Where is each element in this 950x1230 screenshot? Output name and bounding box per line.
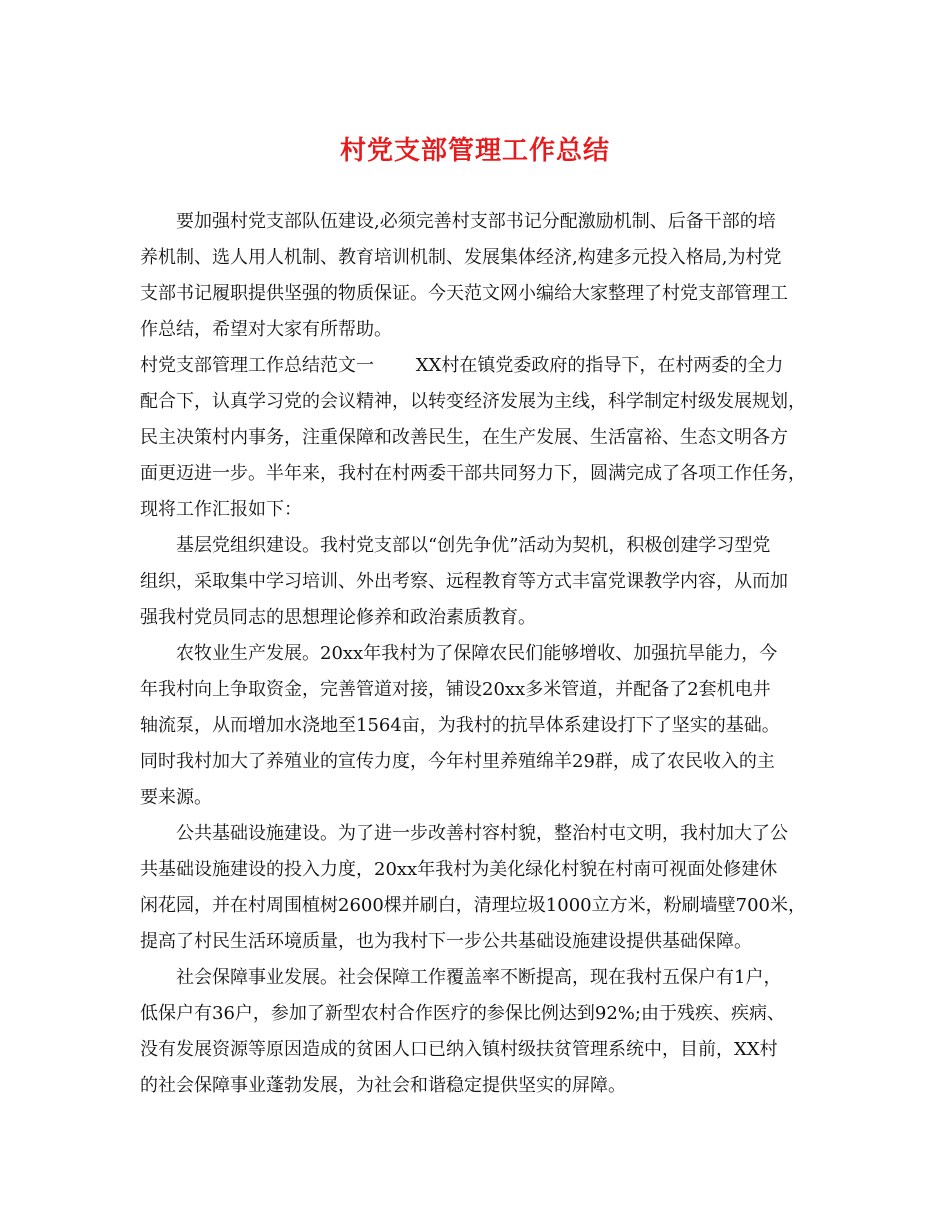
body-line: 组织，采取集中学习培训、外出考察、远程教育等方式丰富党课教学内容，从而加 (140, 571, 788, 592)
body-line: 面更迈进一步。半年来，我村在村两委干部共同努力下，圆满完成了各项工作任务， (140, 463, 806, 484)
body-line: 要来源。 (140, 787, 212, 808)
body-line: 公共基础设施建设。为了进一步改善村容村貌，整治村屯文明，我村加大了公 (176, 823, 788, 844)
body-line: 闲花园，并在村周围植树2600棵并刷白，清理垃圾1000立方米，粉刷墙壁700米， (140, 895, 806, 916)
body-line: 村党支部管理工作总结范文一 XX村在镇党委政府的指导下，在村两委的全力 (140, 355, 784, 376)
body-line: 提高了村民生活环境质量，也为我村下一步公共基础设施建设提供基础保障。 (140, 931, 752, 952)
body-line: 没有发展资源等原因造成的贫困人口已纳入镇村级扶贫管理系统中，目前，XX村 (140, 1039, 778, 1060)
body-line: 年我村向上争取资金，完善管道对接，铺设20xx多米管道，并配备了2套机电井 (140, 679, 771, 700)
body-line: 共基础设施建设的投入力度，20xx年我村为美化绿化村貌在村南可视面处修建休 (140, 859, 778, 880)
body-line: 农牧业生产发展。20xx年我村为了保障农民们能够增收、加强抗旱能力，今 (176, 643, 778, 664)
body-line: 强我村党员同志的思想理论修养和政治素质教育。 (140, 607, 536, 628)
body-line: 民主决策村内事务，注重保障和改善民生，在生产发展、生活富裕、生态文明各方 (140, 427, 788, 448)
body-line: 低保户有36户，参加了新型农村合作医疗的参保比例达到92%;由于残疾、疾病、 (140, 1003, 785, 1024)
body-line: 基层党组织建设。我村党支部以“创先争优”活动为契机，积极创建学习型党 (176, 535, 771, 556)
body-line: 现将工作汇报如下： (140, 499, 302, 520)
body-line: 配合下，认真学习党的会议精神，以转变经济发展为主线，科学制定村级发展规划， (140, 391, 806, 412)
body-line: 支部书记履职提供坚强的物质保证。今天范文网小编给大家整理了村党支部管理工 (140, 283, 788, 304)
body-line: 同时我村加大了养殖业的宣传力度，今年村里养殖绵羊29群，成了农民收入的主 (140, 751, 775, 772)
body-line: 养机制、选人用人机制、教育培训机制、发展集体经济,构建多元投入格局,为村党 (140, 247, 782, 268)
body-line: 要加强村党支部队伍建设,必须完善村支部书记分配激励机制、后备干部的培 (176, 211, 776, 232)
body-line: 轴流泵，从而增加水浇地至1564亩，为我村的抗旱体系建设打下了坚实的基础。 (140, 715, 780, 736)
body-line: 的社会保障事业蓬勃发展，为社会和谐稳定提供坚实的屏障。 (140, 1075, 626, 1096)
document-title: 村党支部管理工作总结 (339, 136, 610, 166)
body-line: 社会保障事业发展。社会保障工作覆盖率不断提高，现在我村五保户有1户， (176, 967, 782, 988)
body-line: 作总结，希望对大家有所帮助。 (140, 319, 392, 340)
